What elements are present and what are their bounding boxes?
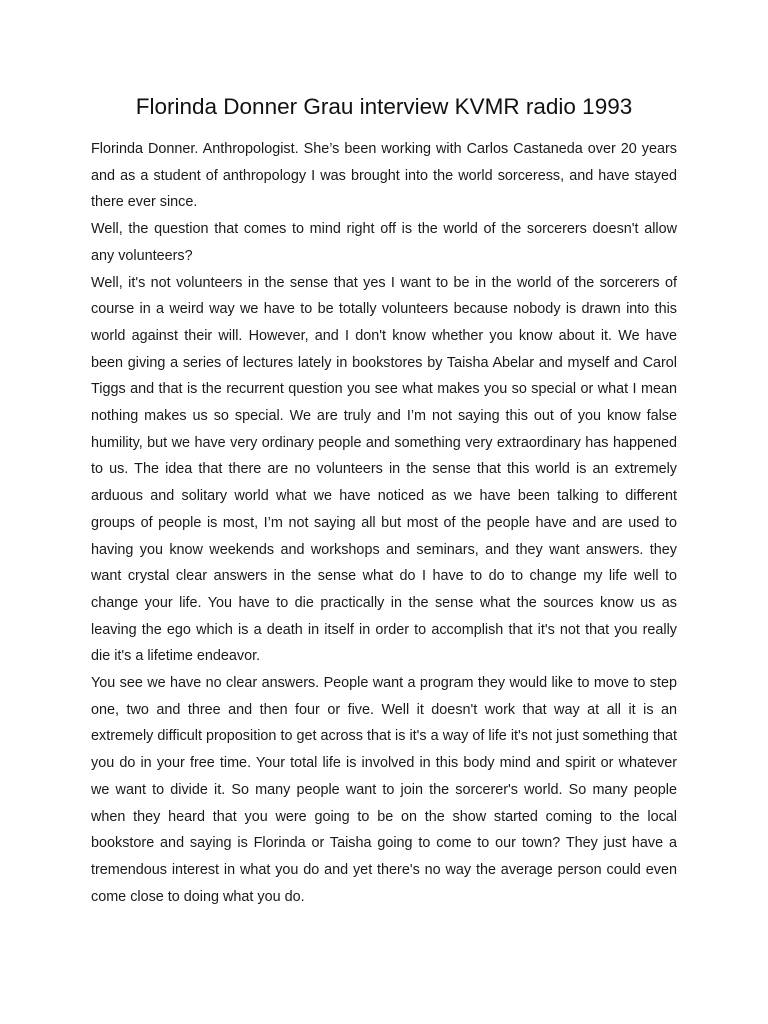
document-title: Florinda Donner Grau interview KVMR radio 1993	[135, 94, 633, 119]
paragraph-answer: Well, it's not volunteers in the sense that yes I want to be in the world of the sorcerers of course in a weird way we have to be totally volunteers because nobody is drawn into this world against their will. However, and I don't know whether you know about it. We have been giving a series of lectures lately in bookstores by Taisha Abelar and myself and Carol Tiggs and that is the recurrent question you see what makes you so special or what I mean nothing makes us so special. We are truly and I’m not saying this out of you know false humility, but we have very ordinary people and something very extraordinary has happened to us. The idea that there are no volunteers in the sense that this world is an extremely arduous and solitary world what we have noticed as we have been talking to different groups of people is most, I’m not saying all but most of the people have and are used to having you know weekends and workshops and seminars, and they want answers. they want crystal clear answers in the sense what do I have to do to change my life well to change your life. You have to die practically in the sense what the sources know us as leaving the ego which is a death in itself in order to accomplish that it's not that you really die it's a lifetime endeavor.	[91, 274, 677, 665]
document-page	[91, 90, 677, 910]
paragraph-followup: You see we have no clear answers. People want a program they would like to move to step one, two and three and then four or five. Well it doesn't work that way at all it is an extremely difficult proposition to get across that is it's a way of life it's not just something that you do in your free time. Your total life is involved in this body mind and spirit or whatever we want to divide it. So many people want to join the sorcerer's world. So many people when they heard that you were going to be on the show started coming to the local bookstore and saying is Florinda or Taisha going to come to our town? They just have a tremendous interest in what you do and yet there's no way the average person could even come close to doing what you do.	[91, 675, 677, 905]
paragraph-question: Well, the question that comes to mind right off is the world of the sorcerers doesn't allow any volunteers?	[91, 221, 677, 264]
paragraph-intro: Florinda Donner. Anthropologist. She’s been working with Carlos Castaneda over 20 years and as a student of anthropology I was brought into the world sorceress, and have stayed there ever since.	[91, 141, 677, 211]
